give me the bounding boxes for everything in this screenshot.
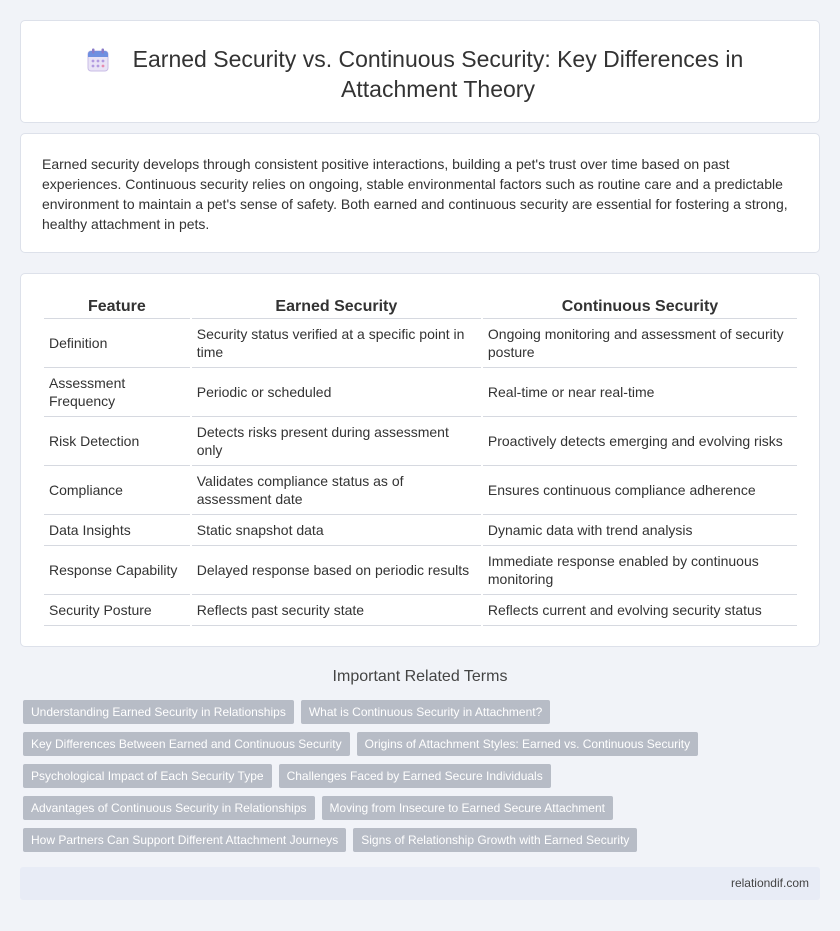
cell-feature: Definition <box>44 319 190 368</box>
cell-earned: Security status verified at a specific point in time <box>192 319 481 368</box>
cell-earned: Validates compliance status as of assessment date <box>192 466 481 515</box>
cell-earned: Periodic or scheduled <box>192 368 481 417</box>
cell-continuous: Real-time or near real-time <box>483 368 797 417</box>
cell-feature: Assessment Frequency <box>44 368 190 417</box>
table-row <box>44 466 797 515</box>
table-row <box>44 595 797 626</box>
table-row <box>44 417 797 466</box>
cell-earned: Detects risks present during assessment only <box>192 417 481 466</box>
related-term-link[interactable]: How Partners Can Support Different Attachment Journeys <box>23 828 346 852</box>
cell-earned: Reflects past security state <box>192 595 481 626</box>
cell-earned: Delayed response based on periodic results <box>192 546 481 595</box>
header-continuous-security: Continuous Security <box>483 294 797 319</box>
cell-feature: Response Capability <box>44 546 190 595</box>
related-term-link[interactable]: Signs of Relationship Growth with Earned Security <box>353 828 637 852</box>
related-terms-heading: Important Related Terms <box>332 668 508 685</box>
cell-feature: Security Posture <box>44 595 190 626</box>
cell-continuous: Reflects current and evolving security status <box>483 595 797 626</box>
title-card <box>20 20 820 123</box>
intro-card <box>20 133 820 253</box>
related-term-link[interactable]: Origins of Attachment Styles: Earned vs. Continuous Security <box>357 732 699 756</box>
cell-feature: Compliance <box>44 466 190 515</box>
site-name[interactable]: relationdif.com <box>730 876 809 890</box>
comparison-card <box>20 273 820 647</box>
related-term-link[interactable]: Moving from Insecure to Earned Secure Attachment <box>322 796 613 820</box>
intro-paragraph: Earned security develops through consistent positive interactions, building a pet's trust over time based on past experiences. Continuous security relies on ongoing, stable environmental factors such as routine care and a predictable environment to maintain a pet's sense of safety. Both earned and continuous security are essential for fostering a strong, healthy attachment in pets. <box>42 156 788 232</box>
related-term-link[interactable]: Psychological Impact of Each Security Type <box>23 764 272 788</box>
table-header-row <box>44 294 797 319</box>
page-title: Earned Security vs. Continuous Security: Key Differences in Attachment Theory <box>132 46 744 102</box>
related-term-link[interactable]: Challenges Faced by Earned Secure Individuals <box>279 764 551 788</box>
cell-continuous: Ongoing monitoring and assessment of security posture <box>483 319 797 368</box>
table-row <box>44 515 797 546</box>
cell-continuous: Ensures continuous compliance adherence <box>483 466 797 515</box>
header-feature: Feature <box>44 294 190 319</box>
related-terms-list <box>23 700 823 860</box>
related-term-link[interactable]: Understanding Earned Security in Relationships <box>23 700 294 724</box>
related-term-link[interactable]: Advantages of Continuous Security in Relationships <box>23 796 315 820</box>
related-term-link[interactable]: What is Continuous Security in Attachment? <box>301 700 550 724</box>
cell-continuous: Immediate response enabled by continuous monitoring <box>483 546 797 595</box>
footer <box>20 867 820 900</box>
header-earned-security: Earned Security <box>192 294 481 319</box>
cell-feature: Data Insights <box>44 515 190 546</box>
related-term-link[interactable]: Key Differences Between Earned and Continuous Security <box>23 732 350 756</box>
table-row <box>44 368 797 417</box>
table-row <box>44 319 797 368</box>
cell-continuous: Proactively detects emerging and evolving risks <box>483 417 797 466</box>
cell-continuous: Dynamic data with trend analysis <box>483 515 797 546</box>
comparison-table <box>42 294 799 626</box>
table-row <box>44 546 797 595</box>
cell-earned: Static snapshot data <box>192 515 481 546</box>
cell-feature: Risk Detection <box>44 417 190 466</box>
